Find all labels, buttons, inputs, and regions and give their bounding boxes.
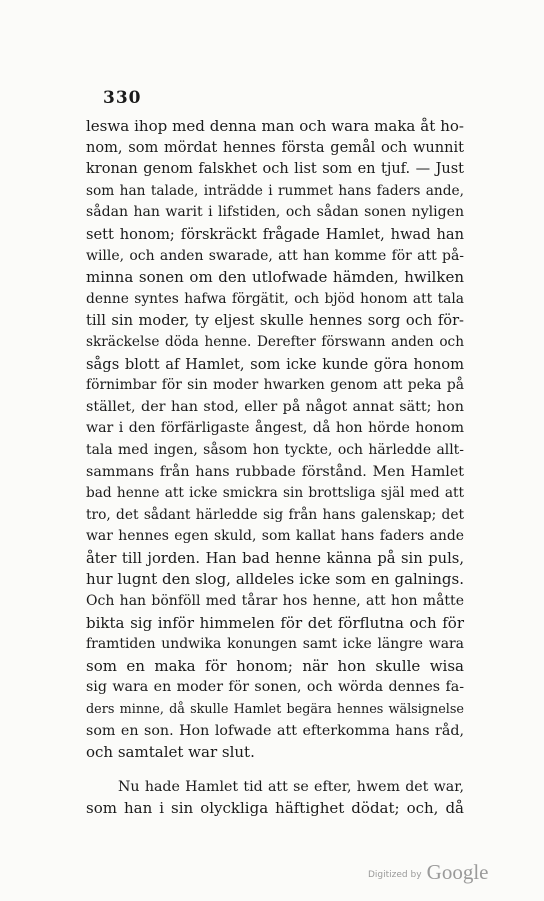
text-line: hur lugnt den slog, alldeles icke som en galnings. <box>86 570 464 589</box>
text-line: som en maka för honom; när hon skulle wisa <box>86 656 464 675</box>
text-line: skräckelse döda henne. Derefter förswann anden och <box>86 333 464 350</box>
text-line: Nu hade Hamlet tid att se efter, hwem det war, <box>118 778 464 795</box>
text-line: bad henne att icke smickra sin brottsliga själ med att <box>86 485 464 502</box>
text-line: kronan genom falskhet och list som en tjuf. — Just <box>86 161 464 178</box>
watermark-brand: Google <box>426 860 489 884</box>
text-line: som han i sin olyckliga häftighet dödat; och, då <box>86 799 464 818</box>
text-line: bikta sig inför himmelen för det förflutna och för <box>86 613 464 632</box>
text-line: war hennes egen skuld, som kallat hans faders ande <box>86 528 464 545</box>
text-line: sågs blott af Hamlet, som icke kunde göra honom <box>86 355 464 373</box>
text-line: tala med ingen, såsom hon tyckte, och härledde allt- <box>86 441 464 458</box>
text-line: leswa ihop med denna man och wara maka åt ho- <box>86 117 464 135</box>
text-line: sammans från hans rubbade förstånd. Men Hamlet <box>86 463 464 480</box>
body-text <box>86 116 464 820</box>
paragraph <box>86 116 464 764</box>
text-line: Och han bönföll med tårar hos henne, att hon måtte <box>86 593 464 610</box>
text-line: som en son. Hon lofwade att efterkomma hans råd, <box>86 722 464 739</box>
page-number: 330 <box>103 88 142 108</box>
text-line: denne syntes hafwa förgätit, och bjöd honom att tala <box>86 290 464 307</box>
text-line: sett honom; förskräckt frågade Hamlet, hwad han <box>86 225 464 243</box>
text-line: stället, der han stod, eller på något annat sätt; hon <box>86 398 464 415</box>
text-line: framtiden undwika konungen samt icke längre wara <box>86 636 464 653</box>
text-line: ders minne, då skulle Hamlet begära hennes wälsignelse <box>86 702 464 718</box>
text-line: som han talade, inträdde i rummet hans faders ande, <box>86 182 464 199</box>
text-line: sig wara en moder för sonen, och wörda dennes fa- <box>86 679 464 696</box>
digitized-watermark <box>368 860 488 885</box>
text-line: åter till jorden. Han bad henne känna på sin puls, <box>86 549 464 567</box>
text-line: wille, och anden swarade, att han komme för att på- <box>86 247 464 264</box>
text-line: minna sonen om den utlofwade hämden, hwilken <box>86 268 464 287</box>
text-line: sådan han warit i lifstiden, och sådan sonen nyligen <box>86 204 464 221</box>
text-line: tro, det sådant härledde sig från hans galenskap; det <box>86 506 464 523</box>
text-line: och samtalet war slut. <box>86 743 255 762</box>
watermark-prefix: Digitized by <box>368 870 422 880</box>
text-line: förnimbar för sin moder hwarken genom att peka på <box>86 377 464 394</box>
text-line: war i den förfärligaste ångest, då hon hörde honom <box>86 420 464 437</box>
text-line: till sin moder, ty eljest skulle hennes sorg och för- <box>86 312 464 330</box>
text-line: nom, som mördat hennes första gemål och wunnit <box>86 139 464 156</box>
paragraph-gap <box>86 764 464 777</box>
paragraph <box>86 777 464 820</box>
